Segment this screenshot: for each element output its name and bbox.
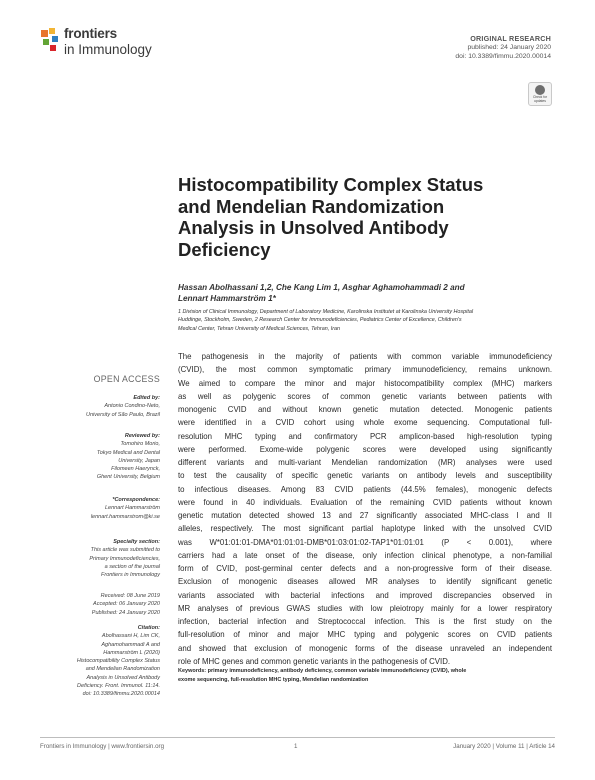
citation-line: and Mendelian Randomization xyxy=(85,666,160,673)
affiliation-line: Medical Center, Tehran University of Medical Sciences, Tehran, Iran xyxy=(178,325,340,332)
citation-label: Citation: xyxy=(137,625,160,631)
logo-journal: in Immunology xyxy=(64,42,152,57)
abstract-line: to infectious diseases. Among 83 CVID patients (44.5% females), monogenic defects xyxy=(178,484,552,494)
specialty-line: This article was submitted to xyxy=(90,547,160,554)
abstract-line: form of CVID, post-germinal center defects and a non-progressive form of their disease. xyxy=(178,564,552,573)
title-line: Deficiency xyxy=(178,238,271,260)
reviewer-line: Tokyo Medical and Dental xyxy=(96,449,160,456)
abstract-line: as well as polygenic scores of common genetic variants between patients with xyxy=(178,391,552,401)
citation-line: Histocompatibility Complex Status xyxy=(76,658,160,665)
accepted-date: Accepted: 06 January 2020 xyxy=(93,601,160,608)
correspondence-section xyxy=(40,496,160,521)
published-date: published: 24 January 2020 xyxy=(467,44,551,51)
authors-line: Hassan Abolhassani 1,2, Che Kang Lim 1, Asghar Aghamohammadi 2 and xyxy=(178,283,465,292)
citation-line: Aghamohammadi A and xyxy=(101,641,160,648)
article-type: ORIGINAL RESEARCH xyxy=(470,34,551,43)
specialty-line: a section of the journal xyxy=(104,563,160,570)
edited-by-section xyxy=(40,394,160,419)
article-title xyxy=(178,174,508,260)
keywords-line: primary immunodeficiency, antibody deficiency, common variable immunodeficiency (CVID), whole xyxy=(207,668,467,674)
abstract-line: infection, bacterial infection and Streptococcal infection. This is the first study on the xyxy=(178,617,552,626)
abstract-line: variants associated with bacterial infections and improved discrepancies observed in xyxy=(178,590,552,600)
abstract-line: Exclusion of monogenic diseases allowed MR analyses to identify significant genetic xyxy=(178,577,552,587)
affiliation-line: Huddinge, Stockholm, Sweden, 2 Research Center for Immunodeficiencies, Pediatrics Center of Excellence, Children's xyxy=(178,317,462,324)
authors-line: Lennart Hammarström 1* xyxy=(178,294,276,303)
abstract-line: was W*01:01:01-DMA*01:01:01-DMB*01:03:01:02-TAP1*01:01:01 (P < 0.001), where xyxy=(178,537,552,547)
received-date: Received: 08 June 2019 xyxy=(100,593,160,599)
keywords xyxy=(178,667,552,685)
published-date-side: Published: 24 January 2020 xyxy=(91,609,160,616)
open-access-label: OPEN ACCESS xyxy=(93,374,160,384)
abstract-line: alleles, respectively. The most significant partial haplotype linked with the unsolved CVID xyxy=(178,524,552,534)
abstract-line: were performed. Exome-wide polygenic scores were developed using significantly xyxy=(178,444,552,454)
abstract-line: resolution MHC typing and confirmatory PCR amplicon-based high-resolution typing xyxy=(178,431,552,441)
abstract-line: full-resolution of minor and major MHC typing and polygenic scores on CVID patients xyxy=(178,630,552,640)
reviewer-line: Filomeen Haerynck, xyxy=(111,466,160,473)
correspondence-line: Lennart Hammarström xyxy=(104,505,160,512)
abstract-line: MR analyses of previous GWAS studies with low pleiotropy mainly for a lower respiratory xyxy=(178,603,552,613)
abstract-line: We aimed to compare the minor and major histocompatibility complex (MHC) markers xyxy=(178,378,552,388)
keywords-line: exome sequencing, full-resolution MHC typing, Mendelian randomization xyxy=(178,677,369,683)
frontiers-logo-icon xyxy=(40,28,62,54)
correspondence-email[interactable]: lennart.hammarstrom@ki.se xyxy=(90,513,160,520)
abstract-line: were identified in a CVID cohort using whole exome sequencing. Computational full- xyxy=(178,418,552,428)
citation-line: Deficiency. Front. Immunol. 11:14. xyxy=(77,683,160,690)
abstract-line: carriers had a late onset of the disease, only infection clinical phenotype, a non-familial xyxy=(178,550,552,560)
abstract-line: different variants and multi-variant Mendelian randomization (MR) analyses were used xyxy=(178,458,552,467)
reviewed-by-label: Reviewed by: xyxy=(124,433,160,439)
keywords-label: Keywords: xyxy=(178,668,207,674)
footer-journal[interactable]: Frontiers in Immunology | www.frontiersin.org xyxy=(40,743,165,750)
edited-by-label: Edited by: xyxy=(133,395,160,401)
citation-line: Analysis in Unsolved Antibody xyxy=(86,674,160,681)
abstract-line: to test the causality of specific genetic variants on antibody levels and susceptibility xyxy=(178,471,552,481)
abstract-line: were found in 40 individuals. Evaluation of the remaining CVID patients without known xyxy=(178,497,552,507)
footer-divider xyxy=(40,737,555,738)
abstract-line: (CVID), the most common symptomatic primary immunodeficiency, remains unknown. xyxy=(178,365,552,375)
editor-line: Antonio Condino-Neto, xyxy=(104,403,160,410)
specialty-line: Frontiers in Immunology xyxy=(101,572,160,579)
correspondence-label: *Correspondence: xyxy=(112,497,160,503)
citation-line: Abolhassani H, Lim CK, xyxy=(101,633,160,640)
reviewer-line: Ghent University, Belgium xyxy=(96,474,160,481)
footer-volume: January 2020 | Volume 11 | Article 14 xyxy=(453,743,555,750)
specialty-label: Specialty section: xyxy=(113,539,160,545)
update-icon xyxy=(535,85,545,95)
article-header xyxy=(455,34,551,61)
citation-section xyxy=(40,624,160,699)
title-line: and Mendelian Randomization xyxy=(178,195,445,217)
doi[interactable]: doi: 10.3389/fimmu.2020.00014 xyxy=(455,53,551,60)
reviewer-line: University, Japan xyxy=(118,457,160,464)
specialty-line: Primary Immunodeficiencies, xyxy=(89,555,160,562)
abstract-line: and showed that exclusion of monogenic forms of the disease unraveled an independent xyxy=(178,643,552,653)
dates-section xyxy=(40,592,160,617)
editor-line: University of São Paulo, Brazil xyxy=(86,411,160,418)
abstract-line: The pathogenesis in the majority of patients with common variable immunodeficiency xyxy=(178,352,552,361)
authors xyxy=(178,282,498,304)
specialty-section xyxy=(40,538,160,579)
title-line: Analysis in Unsolved Antibody xyxy=(178,217,449,238)
citation-line: Hammarström L (2020) xyxy=(103,649,160,656)
abstract-line: role of MHC genes and common genetic variants in the pathogenesis of CVID. xyxy=(178,656,451,666)
check-for-updates-badge[interactable] xyxy=(528,82,552,106)
affiliations xyxy=(178,308,568,333)
citation-line: doi: 10.3389/fimmu.2020.00014 xyxy=(82,691,160,698)
abstract xyxy=(178,350,552,668)
affiliation-line: 1 Division of Clinical Immunology, Department of Laboratory Medicine, Karolinska Institutet at Karolinska University Hospital xyxy=(178,309,474,315)
logo-name: frontiers xyxy=(64,26,117,41)
abstract-line: monogenic CVID and without known genetic mutation detected. Monogenic patients xyxy=(178,405,552,414)
abstract-line: genetic mutation detected showed 13 and 27 significantly associated MHC-class I and II xyxy=(178,511,552,520)
title-line: Histocompatibility Complex Status xyxy=(178,174,484,195)
page-number: 1 xyxy=(294,743,298,750)
reviewed-by-section xyxy=(40,432,160,482)
journal-logo xyxy=(40,26,190,66)
reviewer-line: Tomohiro Morio, xyxy=(120,441,160,448)
badge-label: Check for updates xyxy=(532,95,548,103)
